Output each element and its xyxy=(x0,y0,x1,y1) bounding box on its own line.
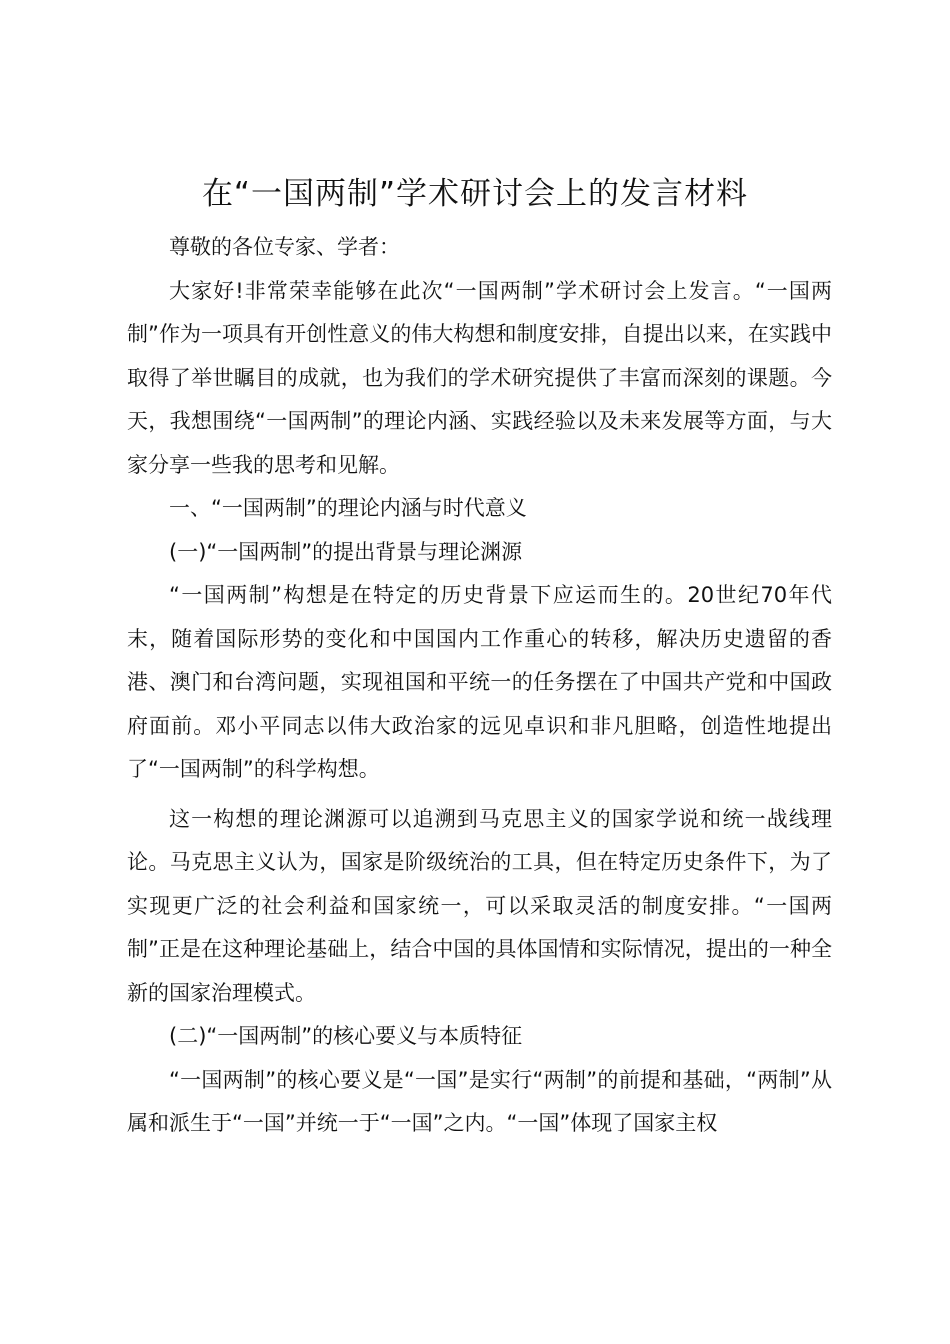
document-title: 在“一国两制”学术研讨会上的发言材料 xyxy=(201,176,749,212)
paragraph-background: “一国两制”构想是在特定的历史背景下应运而生的。20世纪70年代末，随着国际形势的变化和中国国内工作重心的转移，解决历史遗留的香港、澳门和台湾问题，实现祖国和平统一的任务摆在了中国共产党和中国政府面前。邓小平同志以伟大政治家的远见卓识和非凡胆略，创造性地提出了“一国两制”的科学构想。 xyxy=(127,583,832,781)
paragraph-theory-origin: 这一构想的理论渊源可以追溯到马克思主义的国家学说和统一战线理论。马克思主义认为，国家是阶级统治的工具，但在特定历史条件下，为了实现更广泛的社会利益和国家统一，可以采取灵活的制度安排。“一国两制”正是在这种理论基础上，结合中国的具体国情和实际情况，提出的一种全新的国家治理模式。 xyxy=(127,806,832,1005)
paragraph-opening: 大家好!非常荣幸能够在此次“一国两制”学术研讨会上发言。“一国两制”作为一项具有开创性意义的伟大构想和制度安排，自提出以来，在实践中取得了举世瞩目的成就，也为我们的学术研究提供了丰富而深刻的课题。今天，我想围绕“一国两制”的理论内涵、实践经验以及未来发展等方面，与大家分享一些我的思考和见解。 xyxy=(127,278,832,477)
document-body xyxy=(127,226,832,1146)
paragraph-core-meaning: “一国两制”的核心要义是“一国”是实行“两制”的前提和基础，“两制”从属和派生于“一国”并统一于“一国”之内。“一国”体现了国家主权 xyxy=(127,1067,832,1135)
section-heading-1: 一、“一国两制”的理论内涵与时代意义 xyxy=(169,496,527,520)
salutation: 尊敬的各位专家、学者： xyxy=(169,235,400,259)
subsection-heading-1-1: (一)“一国两制”的提出背景与理论渊源 xyxy=(169,539,523,564)
subsection-heading-1-2: (二)“一国两制”的核心要义与本质特征 xyxy=(169,1024,523,1048)
